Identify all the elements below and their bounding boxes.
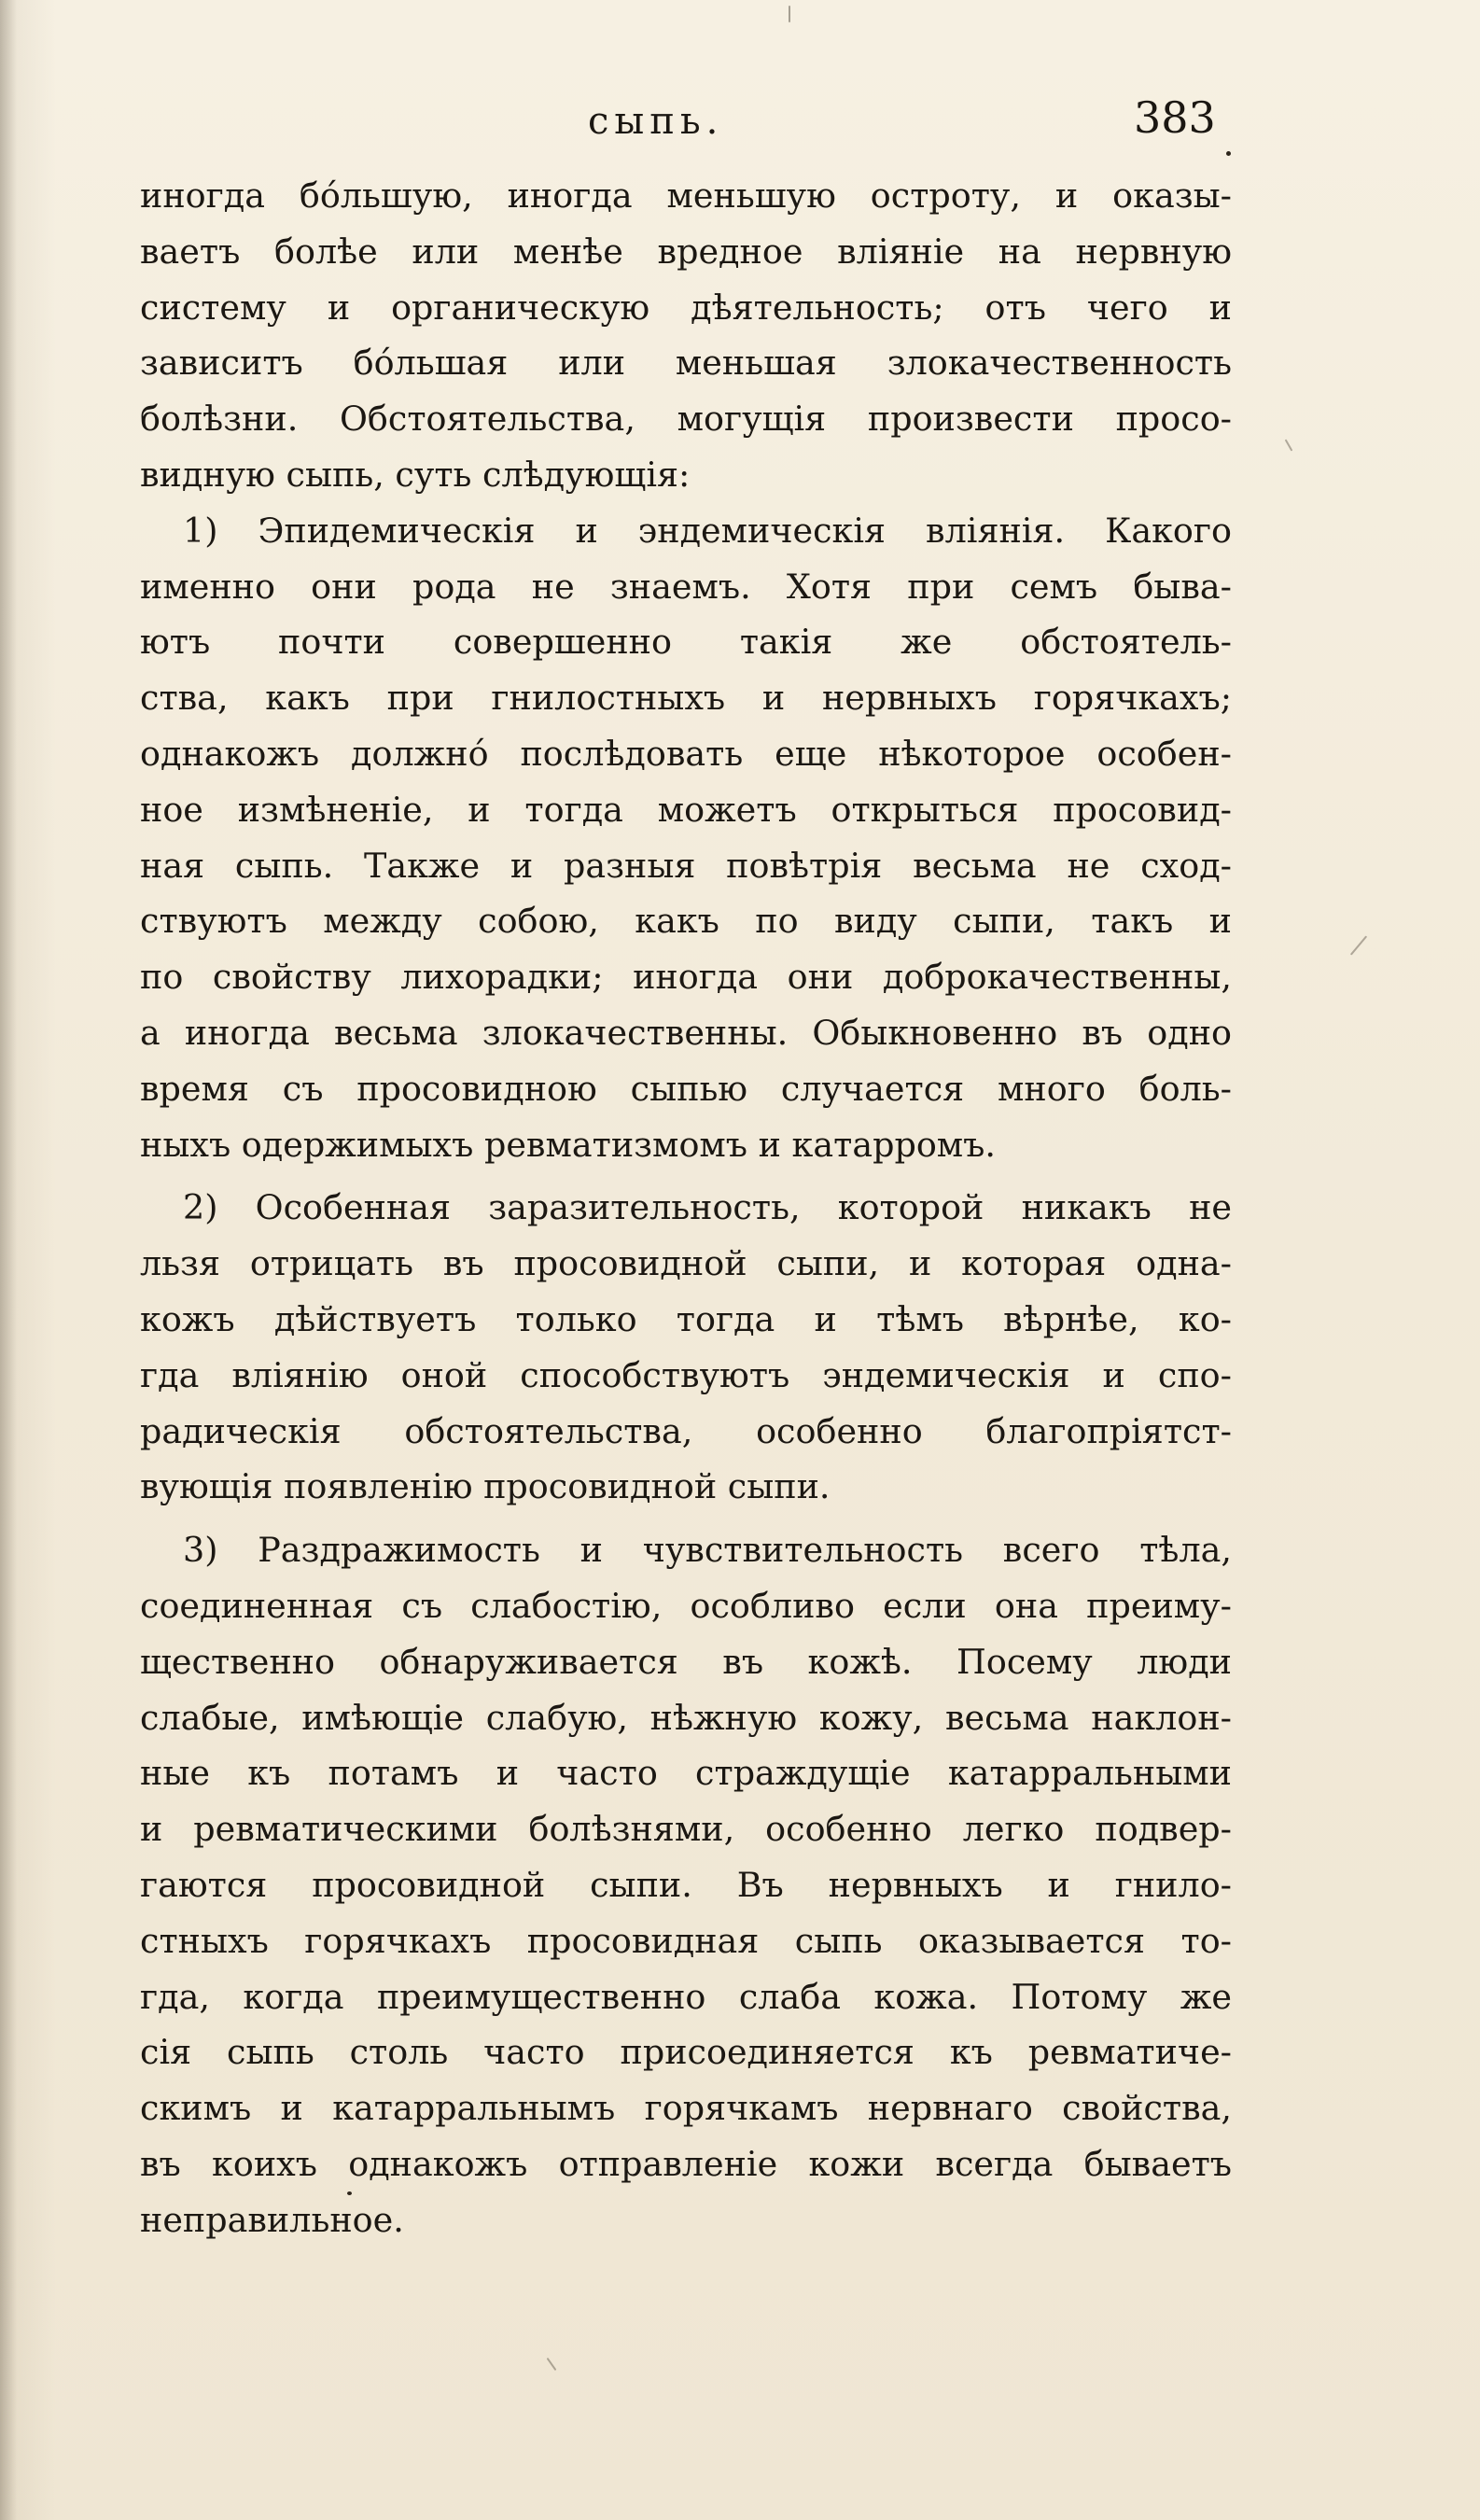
text-line: ваетъ болѣе или менѣе вредное вліяніе на нервную xyxy=(140,231,1232,272)
text-line: ствуютъ между собою, какъ по виду сыпи, такъ и xyxy=(140,901,1232,942)
paragraph xyxy=(140,168,1232,503)
ink-speck xyxy=(347,2191,352,2195)
text-line: систему и органическую дѣятельность; отъ чего и xyxy=(140,287,1232,328)
ink-speck xyxy=(1350,935,1367,955)
text-line: гаются просовидной сыпи. Въ нервныхъ и гнило- xyxy=(140,1864,1232,1905)
text-line: ютъ почти совершенно такія же обстоятель- xyxy=(140,622,1232,663)
text-line: ныхъ одержимыхъ ревматизмомъ и катарромъ. xyxy=(140,1124,997,1165)
text-line: стныхъ горячкахъ просовидная сыпь оказывается то- xyxy=(140,1920,1232,1961)
running-title: сыпь. xyxy=(588,100,724,143)
text-line: однакожъ должно́ послѣдовать еще нѣкоторое особен- xyxy=(140,733,1232,774)
text-line: ства, какъ при гнилостныхъ и нервныхъ горячкахъ; xyxy=(140,678,1232,719)
text-line: и ревматическими болѣзнями, особенно легко подвер- xyxy=(140,1809,1232,1850)
page-gutter-shadow xyxy=(0,0,17,2520)
text-line: ное измѣненіе, и тогда можетъ открыться просовид- xyxy=(140,789,1232,830)
text-line: скимъ и катарральнымъ горячкамъ нервнаго свойства, xyxy=(140,2088,1232,2129)
text-line: ные къ потамъ и часто страждущіе катарральными xyxy=(140,1753,1232,1794)
text-line: неправильное. xyxy=(140,2199,404,2240)
text-line: 2) Особенная заразительность, которой никакъ не xyxy=(183,1187,1232,1228)
ink-speck xyxy=(1226,151,1231,156)
text-line: 3) Раздражимость и чувствительность всего тѣла, xyxy=(183,1530,1232,1571)
paragraph-spacer xyxy=(140,1172,1232,1180)
body-text xyxy=(140,168,1232,2247)
text-line: иногда бо́льшую, иногда меньшую остроту, и оказы- xyxy=(140,175,1232,216)
text-line: гда вліянію оной способствуютъ эндемическія и спо- xyxy=(140,1354,1232,1395)
text-line: въ коихъ однакожъ отправленіе кожи всегда бываетъ xyxy=(140,2143,1232,2184)
text-line: радическія обстоятельства, особенно благопріятст- xyxy=(140,1410,1232,1451)
text-line: вующія появленію просовидной сыпи. xyxy=(140,1466,831,1507)
text-line: щественно обнаруживается въ кожѣ. Посему люди xyxy=(140,1641,1232,1682)
paragraph xyxy=(140,1522,1232,2247)
page-number: 383 xyxy=(1134,92,1216,143)
ink-speck xyxy=(789,6,790,22)
text-line: кожъ дѣйствуетъ только тогда и тѣмъ вѣрнѣе, ко- xyxy=(140,1298,1232,1339)
paragraph xyxy=(140,503,1232,1173)
text-line: льзя отрицать въ просовидной сыпи, и которая одна- xyxy=(140,1243,1232,1284)
text-line: сія сыпь столь часто присоединяется къ ревматиче- xyxy=(140,2032,1232,2073)
text-line: болѣзни. Обстоятельства, могущія произвести просо- xyxy=(140,399,1232,440)
text-line: соединенная съ слабостію, особливо если она преиму- xyxy=(140,1585,1232,1626)
text-line: гда, когда преимущественно слаба кожа. Потому же xyxy=(140,1976,1232,2017)
text-line: по свойству лихорадки; иногда они доброкачественны, xyxy=(140,957,1232,998)
text-line: 1) Эпидемическія и эндемическія вліянія. Какого xyxy=(183,510,1232,551)
text-line: слабые, имѣющіе слабую, нѣжную кожу, весьма наклон- xyxy=(140,1697,1232,1738)
paragraph-spacer xyxy=(140,1515,1232,1522)
text-line: зависитъ бо́льшая или меньшая злокачественность xyxy=(140,343,1232,384)
text-line: видную сыпь, суть слѣдующія: xyxy=(140,454,691,495)
text-line: именно они рода не знаемъ. Хотя при семъ быва- xyxy=(140,566,1232,607)
ink-speck xyxy=(547,2358,557,2371)
paragraph xyxy=(140,1180,1232,1515)
text-line: ная сыпь. Также и разныя повѣтрія весьма не сход- xyxy=(140,845,1232,886)
text-line: время съ просовидною сыпью случается много боль- xyxy=(140,1068,1232,1109)
text-line: а иногда весьма злокачественны. Обыкновенно въ одно xyxy=(140,1012,1232,1053)
ink-speck xyxy=(1285,439,1293,451)
running-header xyxy=(0,89,1480,154)
